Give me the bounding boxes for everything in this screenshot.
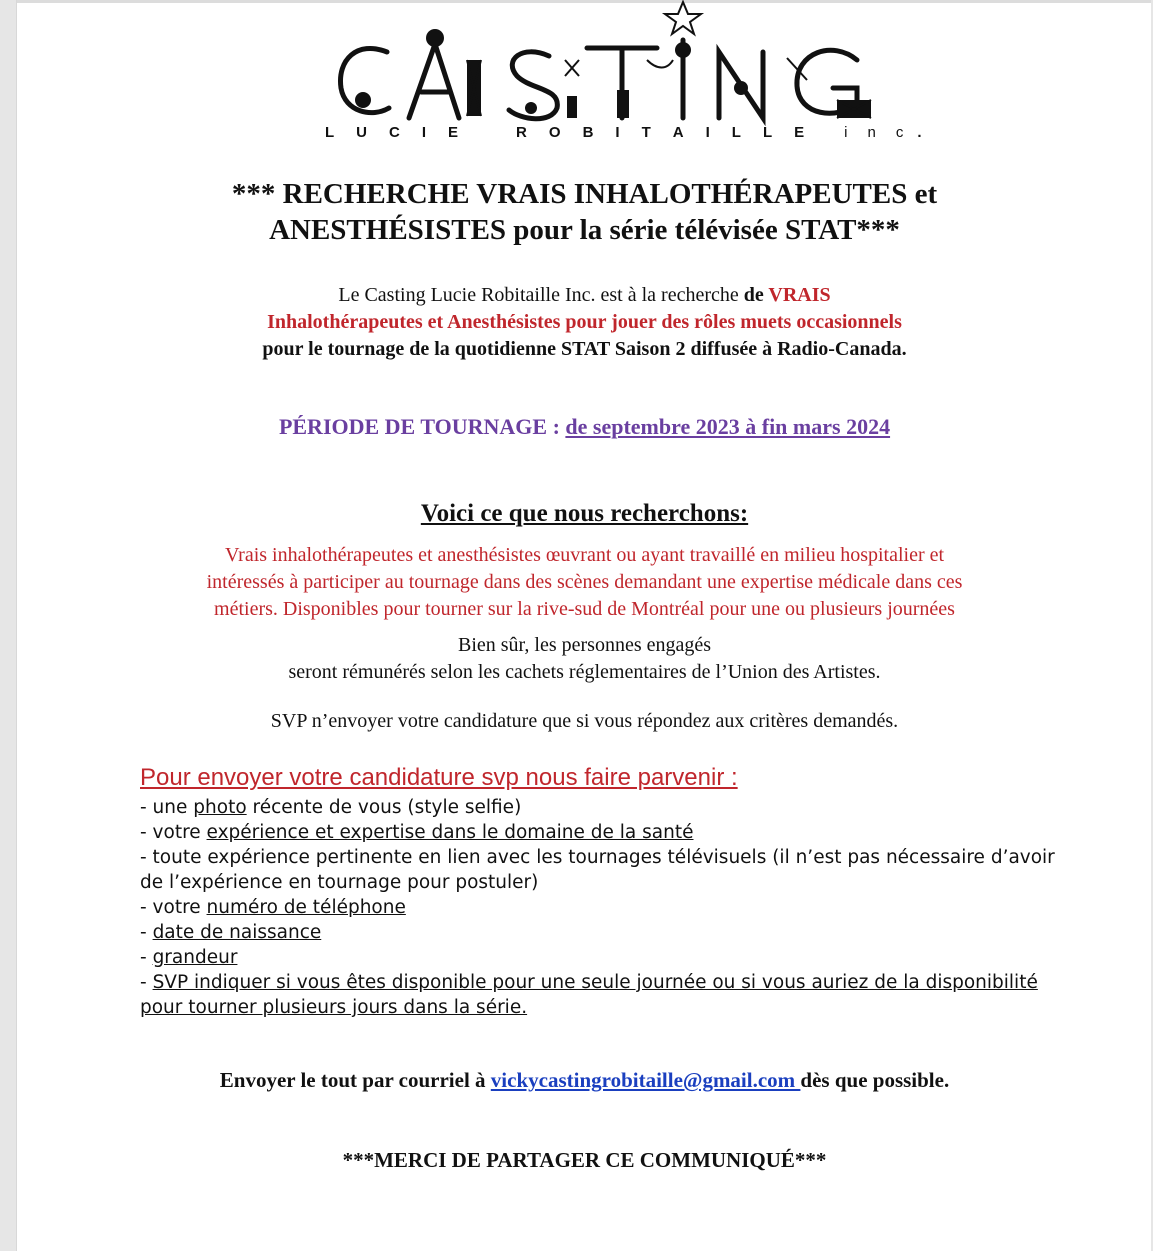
criteria-note: SVP n’envoyer votre candidature que si vous répondez aux critères demandés. xyxy=(270,710,899,732)
title-line-2: ANESTHÉSISTES pour la série télévisée STAT*** xyxy=(269,214,900,246)
send-instructions: Envoyer le tout par courriel à vickycastingrobitaille@gmail.com dès que possible. xyxy=(219,1068,950,1092)
email-link[interactable]: vickycastingrobitaille@gmail.com xyxy=(490,1068,801,1092)
intro-line-1: Le Casting Lucie Robitaille Inc. est à la recherche de VRAIS xyxy=(338,284,831,306)
looking-for-description: Vrais inhalothérapeutes et anesthésistes œuvrant ou ayant travaillé en milieu hospitalier et intéressés à participer au tournage dans des scènes demandant une expertise médicale dans ces métiers. Disponibles pour tourner sur la rive-sud de Montréal pour une ou plusieurs journées xyxy=(206,544,963,620)
list-item: - votre expérience et expertise dans le domaine de la santé xyxy=(140,822,694,843)
intro-line-3: pour le tournage de la quotidienne STAT Saison 2 diffusée à Radio-Canada. xyxy=(262,338,907,360)
list-item: - votre numéro de téléphone xyxy=(140,897,406,918)
casting-logo-artwork xyxy=(317,0,897,130)
list-item: - une photo récente de vous (style selfie) xyxy=(140,797,522,818)
looking-for-heading: Voici ce que nous recherchons: xyxy=(420,500,749,527)
title-line-1: *** RECHERCHE VRAIS INHALOTHÉRAPEUTES et xyxy=(231,178,938,210)
document-page xyxy=(16,0,1151,1251)
share-message: ***MERCI DE PARTAGER CE COMMUNIQUÉ*** xyxy=(342,1148,827,1172)
period-value: de septembre 2023 à fin mars 2024 xyxy=(565,414,891,439)
list-item: - SVP indiquer si vous êtes disponible pour une seule journée ou si vous auriez de la disponibilité pour tourner plusieurs jours dans la série. xyxy=(140,972,1038,1018)
period-label: PÉRIODE DE TOURNAGE : xyxy=(278,414,566,439)
casting-logo xyxy=(317,0,922,152)
logo-letter-a xyxy=(409,44,459,118)
announcement-title xyxy=(17,176,1152,248)
list-item: - grandeur xyxy=(140,947,238,968)
payment-note: Bien sûr, les personnes engagés seront rémunérés selon les cachets réglementaires de l’Union des Artistes. xyxy=(288,634,881,683)
intro-paragraph xyxy=(17,282,1152,363)
star-icon xyxy=(665,2,701,34)
requirements-list xyxy=(140,795,1070,1020)
list-item: - date de naissance xyxy=(140,922,322,943)
intro-line-2: Inhalothérapeutes et Anesthésistes pour jouer des rôles muets occasionnels xyxy=(267,311,902,333)
logo-subtitle: L U C I E R O B I T A I L L E i n c . xyxy=(325,124,922,141)
shooting-period xyxy=(17,414,1152,440)
list-item: - toute expérience pertinente en lien avec les tournages télévisuels (il n’est pas nécessaire d’avoir de l’expérience en tournage pour postuler) xyxy=(140,847,1055,893)
apply-heading: Pour envoyer votre candidature svp nous faire parvenir : xyxy=(140,764,738,791)
